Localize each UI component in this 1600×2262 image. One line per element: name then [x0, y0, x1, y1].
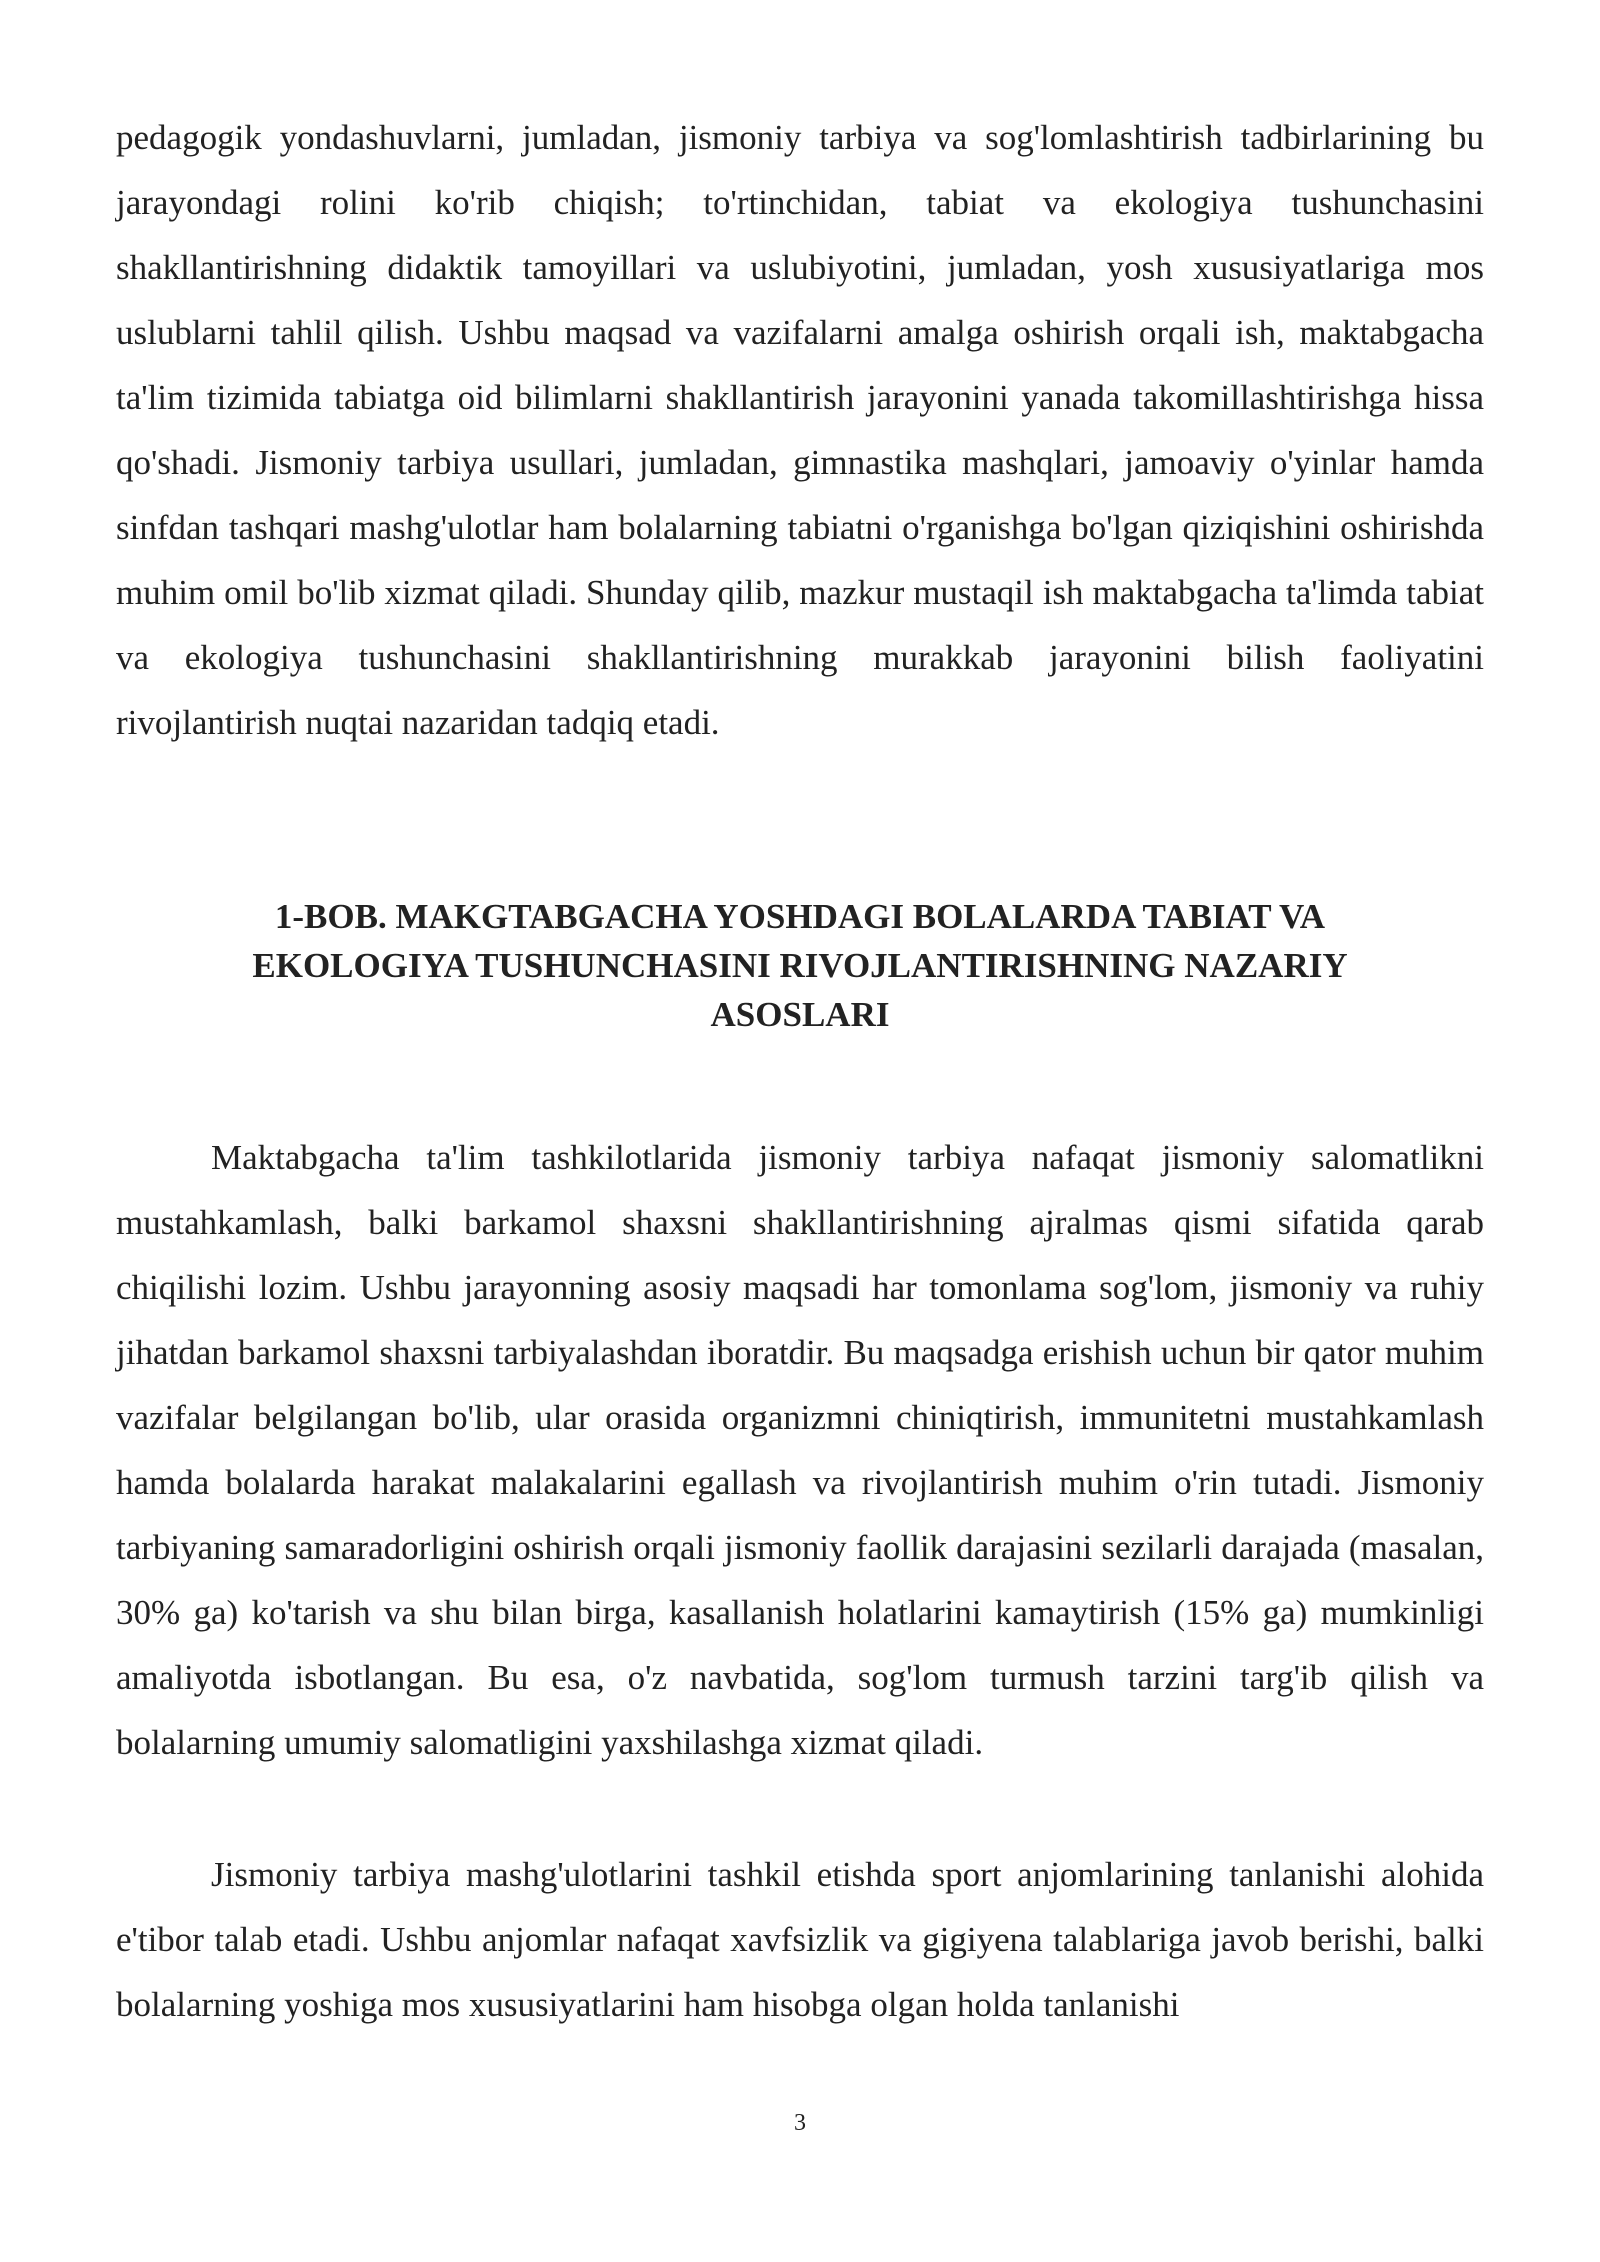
body-paragraph-2: Jismoniy tarbiya mashg'ulotlarini tashkil etishda sport anjomlarining tanlanishi alohida e'tibor talab etadi. Ushbu anjomlar nafaqat xavfsizlik va gigiyena talablariga javob berishi, balki bolalarning yoshiga mos xususiyatlarini ham hisobga olgan holda tanlanishi	[116, 1855, 1484, 2024]
page-number: 3	[794, 2110, 806, 2136]
chapter-heading-line-2: EKOLOGIYA TUSHUNCHASINI RIVOJLANTIRISHNING NAZARIY	[252, 946, 1348, 985]
chapter-heading	[116, 892, 1484, 1039]
chapter-heading-line-3: ASOSLARI	[710, 995, 890, 1034]
body-paragraph-continued: pedagogik yondashuvlarni, jumladan, jismoniy tarbiya va sog'lomlashtirish tadbirlarining bu jarayondagi rolini ko'rib chiqish; to'rtinchidan, tabiat va ekologiya tushunchasini shakllantirishning didaktik tamoyillari va uslubiyotini, jumladan, yosh xususiyatlariga mos uslublarni tahlil qilish. Ushbu maqsad va vazifalarni amalga oshirish orqali ish, maktabgacha ta'lim tizimida tabiatga oid bilimlarni shakllantirish jarayonini yanada takomillashtirishga hissa qo'shadi. Jismoniy tarbiya usullari, jumladan, gimnastika mashqlari, jamoaviy o'yinlar hamda sinfdan tashqari mashg'ulotlar ham bolalarning tabiatni o'rganishga bo'lgan qiziqishini oshirishda muhim omil bo'lib xizmat qiladi. Shunday qilib, mazkur mustaqil ish maktabgacha ta'limda tabiat va ekologiya tushunchasini shakllantirishning murakkab jarayonini bilish faoliyatini rivojlantirish nuqtai nazaridan tadqiq etadi.	[116, 118, 1484, 742]
chapter-heading-line-1: 1-BOB. MAKGTABGACHA YOSHDAGI BOLALARDA TABIAT VA	[274, 897, 1326, 936]
body-paragraph-1: Maktabgacha ta'lim tashkilotlarida jismoniy tarbiya nafaqat jismoniy salomatlikni mustahkamlash, balki barkamol shaxsni shakllantirishning ajralmas qismi sifatida qarab chiqilishi lozim. Ushbu jarayonning asosiy maqsadi har tomonlama sog'lom, jismoniy va ruhiy jihatdan barkamol shaxsni tarbiyalashdan iboratdir. Bu maqsadga erishish uchun bir qator muhim vazifalar belgilangan bo'lib, ular orasida organizmni chiniqtirish, immunitetni mustahkamlash hamda bolalarda harakat malakalarini egallash va rivojlantirish muhim o'rin tutadi. Jismoniy tarbiyaning samaradorligini oshirish orqali jismoniy faollik darajasini sezilarli darajada (masalan, 30% ga) ko'tarish va shu bilan birga, kasallanish holatlarini kamaytirish (15% ga) mumkinligi amaliyotda isbotlangan. Bu esa, o'z navbatida, sog'lom turmush tarzini targ'ib qilish va bolalarning umumiy salomatligini yaxshilashga xizmat qiladi.	[116, 1138, 1484, 1762]
